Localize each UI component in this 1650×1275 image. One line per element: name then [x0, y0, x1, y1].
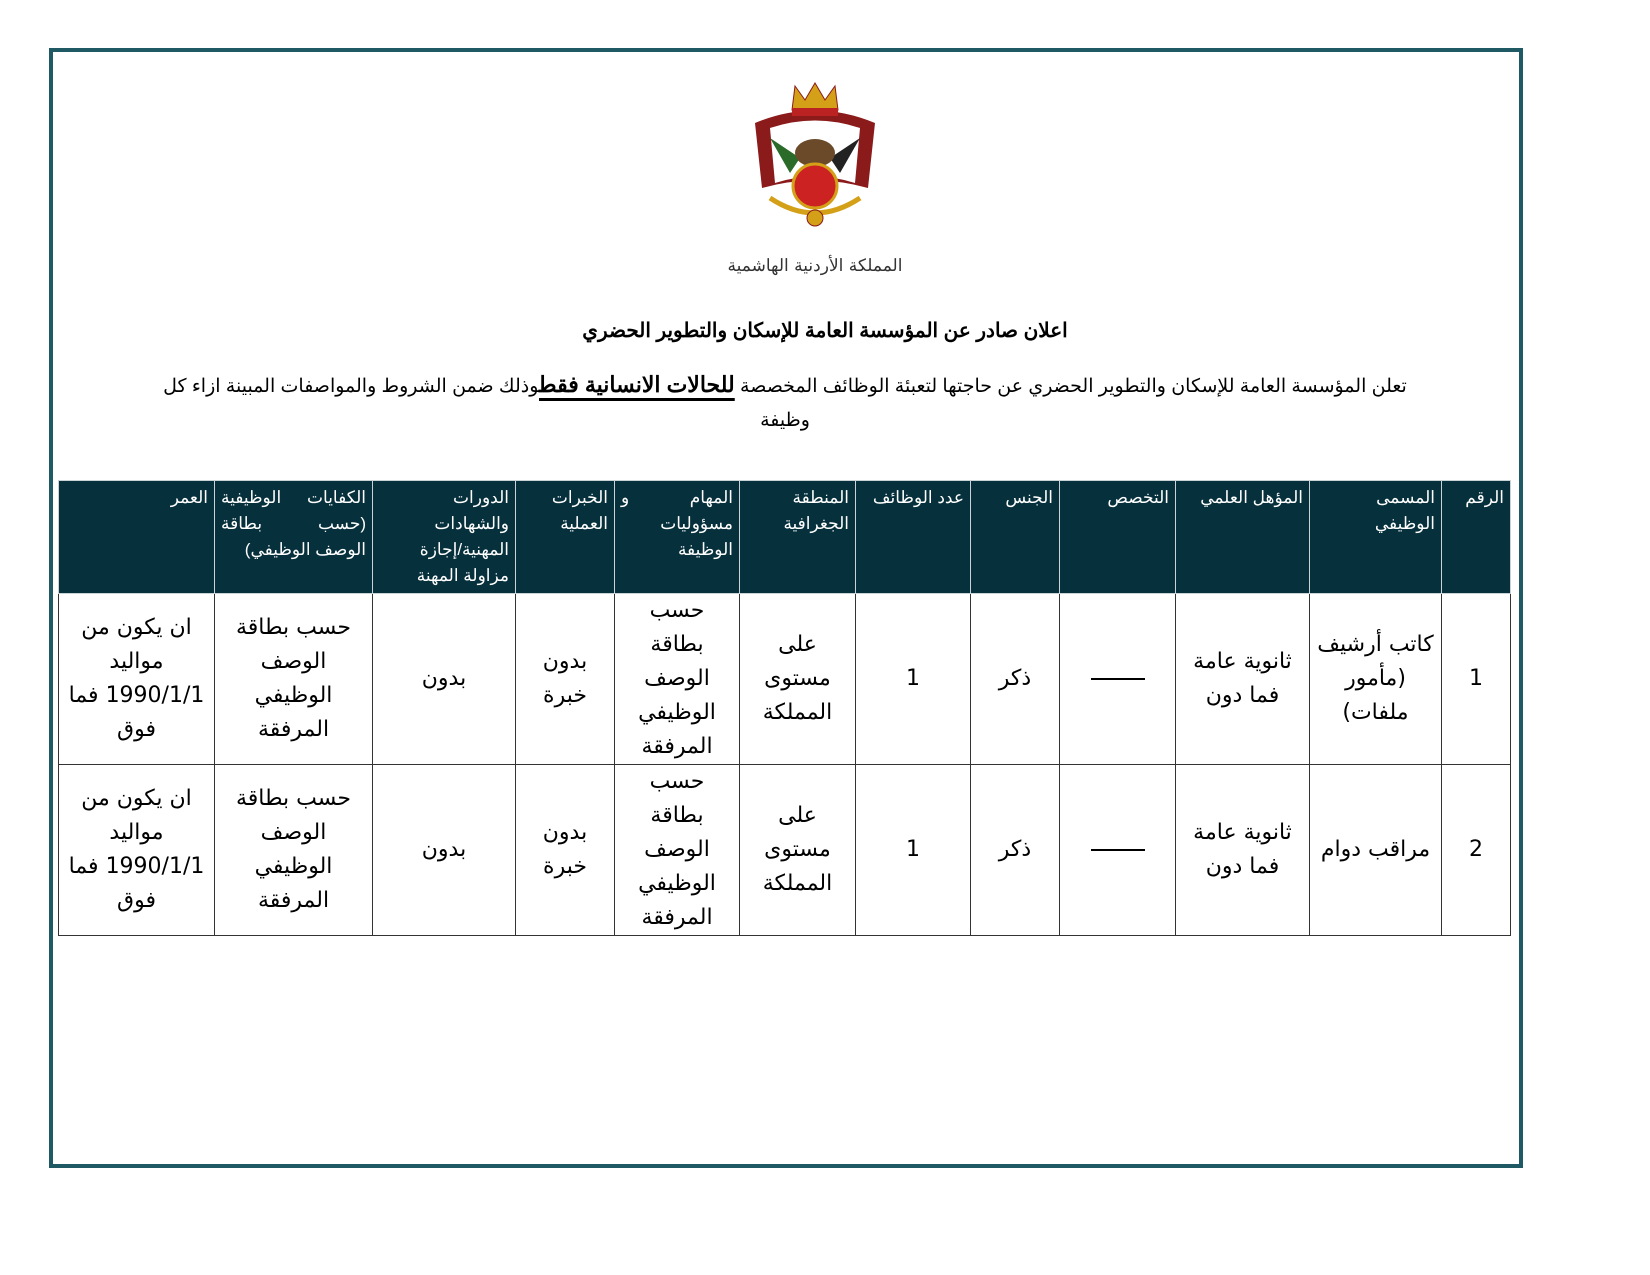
table-cell: 1	[1442, 594, 1511, 765]
column-header: الدورات والشهادات المهنية/إجازة مزاولة المهنة	[373, 481, 516, 594]
jobs-table	[58, 480, 1511, 936]
table-cell: ثانوية عامة فما دون	[1176, 594, 1310, 765]
table-cell: ذكر	[971, 765, 1060, 936]
table-cell: ثانوية عامة فما دون	[1176, 765, 1310, 936]
column-header: العمر	[59, 481, 215, 594]
table-cell: حسب بطاقة الوصف الوظيفي المرفقة	[215, 594, 373, 765]
table-cell: ان يكون من مواليد 1990/1/1 فما فوق	[59, 765, 215, 936]
table-cell: مراقب دوام	[1310, 765, 1442, 936]
kingdom-caption: المملكة الأردنية الهاشمية	[727, 256, 903, 276]
table-cell: ذكر	[971, 594, 1060, 765]
table-cell	[1060, 594, 1176, 765]
column-header: المنطقة الجغرافية	[740, 481, 856, 594]
table-cell: على مستوى المملكة	[740, 594, 856, 765]
column-header: الكفايات الوظيفية (حسب بطاقة الوصف الوظيفي)	[215, 481, 373, 594]
table-cell: بدون	[373, 594, 516, 765]
table-cell: ان يكون من مواليد 1990/1/1 فما فوق	[59, 594, 215, 765]
table-cell: بدون	[373, 765, 516, 936]
column-header: المسمى الوظيفي	[1310, 481, 1442, 594]
column-header: التخصص	[1060, 481, 1176, 594]
coat-of-arms-emblem	[750, 78, 880, 240]
announcement-intro	[140, 368, 1430, 438]
table-cell: على مستوى المملكة	[740, 765, 856, 936]
table-cell: كاتب أرشيف (مأمور ملفات)	[1310, 594, 1442, 765]
table-cell: حسب بطاقة الوصف الوظيفي المرفقة	[615, 765, 740, 936]
table-cell: بدون خبرة	[516, 765, 615, 936]
dash-placeholder	[1091, 678, 1145, 680]
column-header: عدد الوظائف	[856, 481, 971, 594]
column-header: المهام و مسؤوليات الوظيفة	[615, 481, 740, 594]
table-row	[59, 765, 1511, 936]
table-row	[59, 594, 1511, 765]
table-header-row	[59, 481, 1511, 594]
intro-text-start: تعلن المؤسسة العامة للإسكان والتطوير الحضري عن حاجتها لتعبئة الوظائف المخصصة	[734, 376, 1407, 397]
table-cell: 1	[856, 594, 971, 765]
intro-text-end: وذلك ضمن الشروط والمواصفات المبينة ازاء كل وظيفة	[163, 376, 810, 431]
table-cell: بدون خبرة	[516, 594, 615, 765]
table-cell: حسب بطاقة الوصف الوظيفي المرفقة	[215, 765, 373, 936]
announcement-title: اعلان صادر عن المؤسسة العامة للإسكان والتطوير الحضري	[582, 320, 1068, 342]
table-cell: حسب بطاقة الوصف الوظيفي المرفقة	[615, 594, 740, 765]
table-cell: 1	[856, 765, 971, 936]
dash-placeholder	[1091, 849, 1145, 851]
intro-emphasis: للحالات الانسانية فقط	[539, 372, 735, 397]
column-header: الجنس	[971, 481, 1060, 594]
column-header: الخبرات العملية	[516, 481, 615, 594]
table-cell: 2	[1442, 765, 1511, 936]
column-header: المؤهل العلمي	[1176, 481, 1310, 594]
column-header: الرقم	[1442, 481, 1511, 594]
table-cell	[1060, 765, 1176, 936]
